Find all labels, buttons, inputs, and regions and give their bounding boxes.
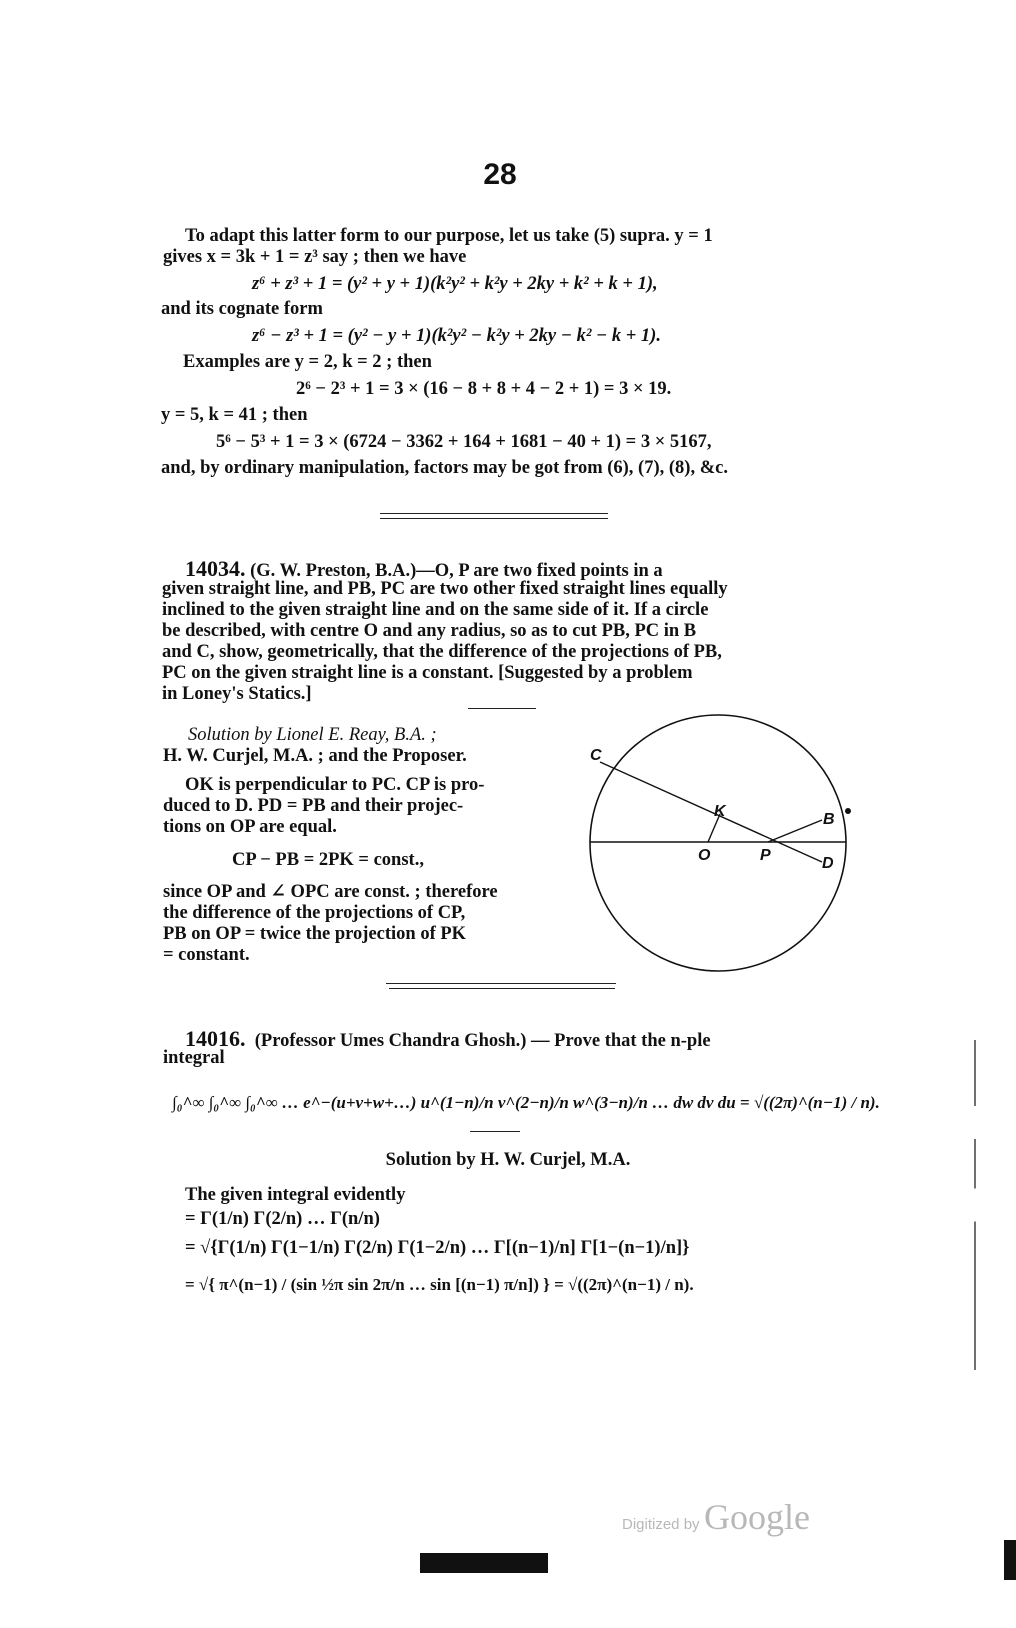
solution-line: The given integral evidently [185, 1185, 406, 1205]
divider [380, 513, 608, 514]
label-d: D [822, 855, 834, 872]
solution-line: duced to D. PD = PB and their projec- [163, 796, 464, 816]
divider [470, 1131, 520, 1132]
label-k: K [714, 803, 726, 820]
equation: 2⁶ − 2³ + 1 = 3 × (16 − 8 + 8 + 4 − 2 + 1) = 3 × 19. [296, 379, 672, 399]
problem-line: PC on the given straight line is a constant. [Suggested by a problem [162, 663, 693, 683]
intro-line: gives x = 3k + 1 = z³ say ; then we have [163, 247, 467, 267]
intro-line: and its cognate form [161, 299, 323, 319]
page-number: 28 [483, 158, 517, 191]
problem-line: given straight line, and PB, PC are two other fixed straight lines equally [162, 579, 728, 599]
ink-dot [845, 808, 851, 814]
scan-edge-mark [1004, 1540, 1016, 1580]
equation: z⁶ − z³ + 1 = (y² − y + 1)(k²y² − k²y + 2ky − k² − k + 1). [252, 326, 661, 346]
solution-line: tions on OP are equal. [163, 817, 337, 837]
solution-line: = Γ(1/n) Γ(2/n) … Γ(n/n) [185, 1209, 380, 1229]
divider [386, 983, 616, 984]
google-watermark: Digitized by Google [622, 1497, 810, 1537]
divider [389, 988, 615, 989]
integral-equation: ∫₀^∞ ∫₀^∞ ∫₀^∞ … e^−(u+v+w+…) u^(1−n)/n v^(2−n)/n w^(3−n)/n … dw dv du = √((2π)^(n−1) / n). [172, 1093, 880, 1112]
solution-line: OK is perpendicular to PC. CP is pro- [185, 775, 485, 795]
problem-line: (G. W. Preston, B.A.)—O, P are two fixed points in a [250, 561, 663, 581]
solution-line: CP − PB = 2PK = const., [232, 850, 424, 870]
solution-by: Solution by Lionel E. Reay, B.A. ; [188, 725, 437, 745]
problem-line: (Professor Umes Chandra Ghosh.) — Prove that the n-ple [254, 1031, 711, 1051]
equation: 5⁶ − 5³ + 1 = 3 × (6724 − 3362 + 164 + 1681 − 40 + 1) = 3 × 5167, [216, 432, 712, 452]
problem-line: inclined to the given straight line and on the same side of it. If a circle [162, 600, 709, 620]
problem-line: integral [163, 1048, 225, 1068]
equation: z⁶ + z³ + 1 = (y² + y + 1)(k²y² + k²y + 2ky + k² + k + 1), [252, 274, 658, 294]
solution-line: = √{Γ(1/n) Γ(1−1/n) Γ(2/n) Γ(1−2/n) … Γ[(n−1)/n] Γ[1−(n−1)/n]} [185, 1238, 690, 1258]
label-p: P [760, 847, 771, 864]
line-cd [600, 762, 822, 862]
intro-line: and, by ordinary manipulation, factors may be got from (6), (7), (8), &c. [161, 458, 728, 478]
geometry-diagram [560, 690, 880, 980]
divider [468, 708, 536, 709]
label-c: C [590, 747, 602, 764]
problem-number: 14016. [185, 1026, 246, 1051]
scan-edge-mark [420, 1553, 548, 1573]
solution-line: = constant. [163, 945, 250, 965]
solution-line: since OP and ∠ OPC are const. ; therefore [163, 882, 498, 902]
solution-line: the difference of the projections of CP, [163, 903, 466, 923]
label-b: B [823, 811, 835, 828]
solution-by: H. W. Curjel, M.A. ; and the Proposer. [163, 746, 467, 766]
circle [590, 715, 846, 971]
label-o: O [698, 847, 711, 864]
right-edge-marks [974, 1040, 976, 1370]
problem-line: and C, show, geometrically, that the difference of the projections of PB, [162, 642, 722, 662]
solution-line: = √{ π^(n−1) / (sin ½π sin 2π/n … sin [(n−1) π/n]) } = √((2π)^(n−1) / n). [185, 1275, 694, 1294]
intro-line: Examples are y = 2, k = 2 ; then [183, 352, 432, 372]
line-pb [768, 820, 822, 842]
divider [380, 518, 608, 519]
intro-line: To adapt this latter form to our purpose, let us take (5) supra. y = 1 [185, 226, 713, 246]
intro-line: y = 5, k = 41 ; then [161, 405, 308, 425]
solution-by: Solution by H. W. Curjel, M.A. [385, 1150, 631, 1170]
problem-number: 14034. [185, 556, 246, 581]
problem-line: in Loney's Statics.] [162, 684, 312, 704]
solution-line: PB on OP = twice the projection of PK [163, 924, 467, 944]
problem-line: be described, with centre O and any radius, so as to cut PB, PC in B [162, 621, 697, 641]
